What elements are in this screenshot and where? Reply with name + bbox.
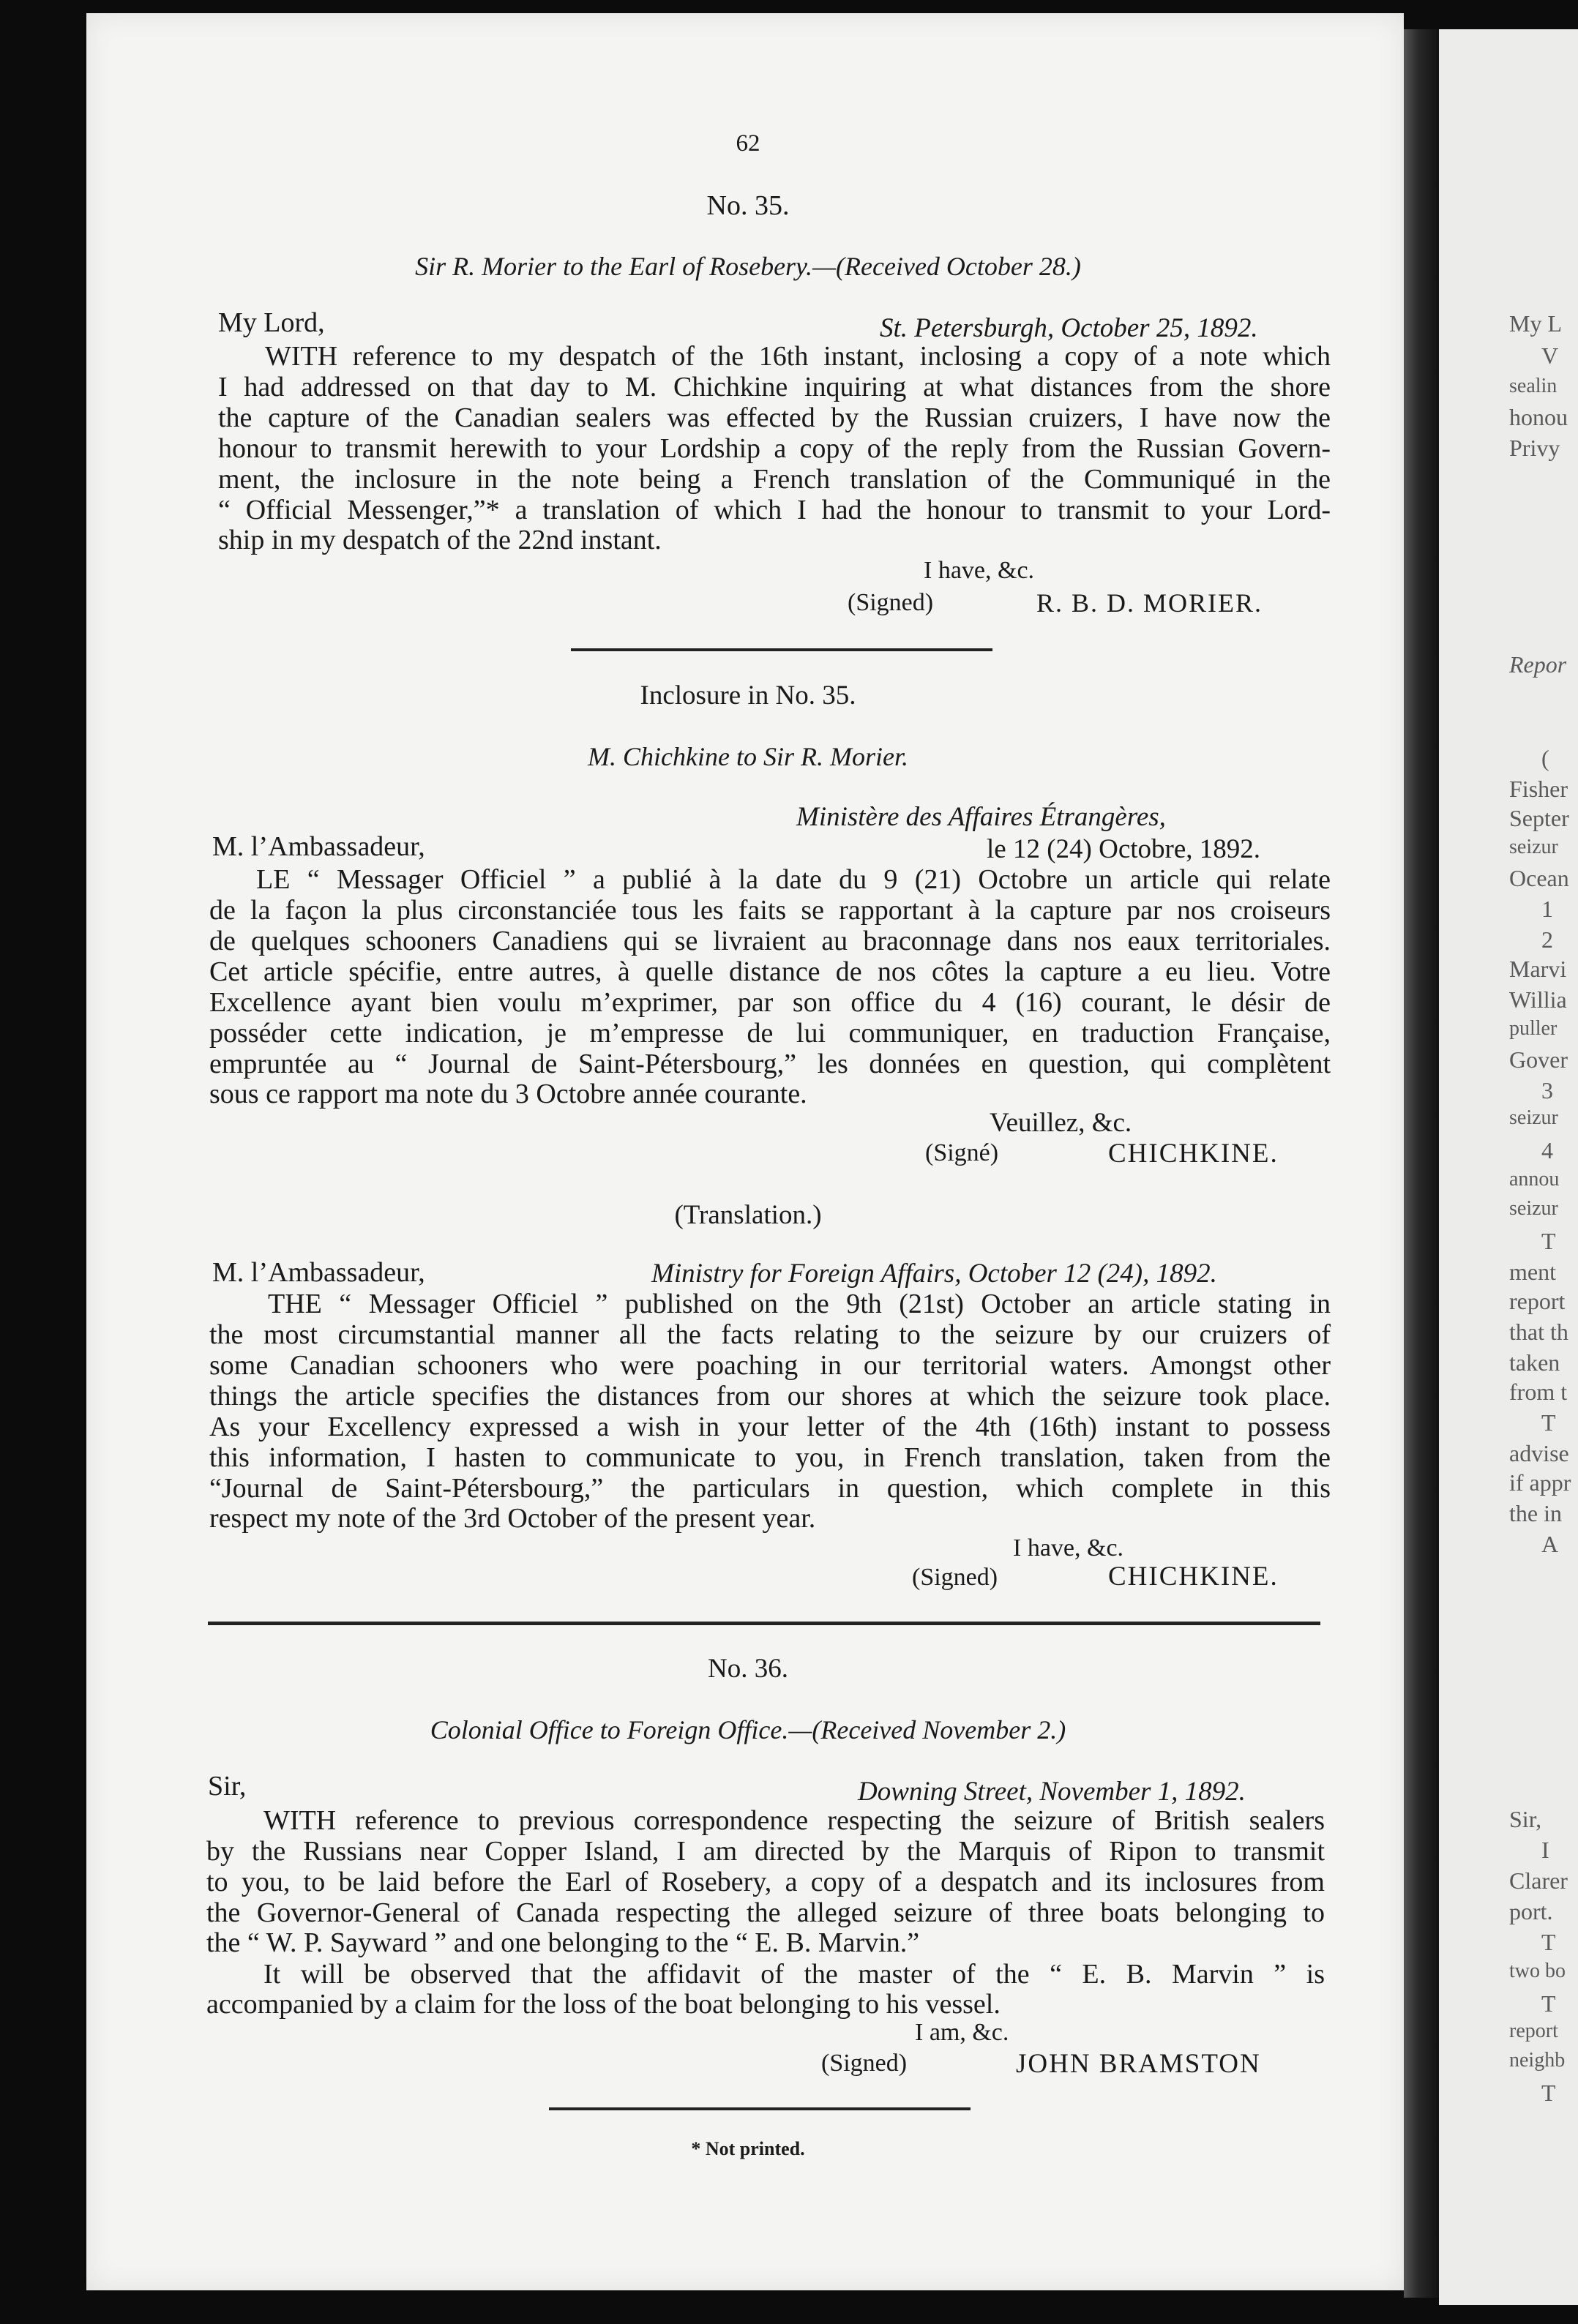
adjacent-text: Privy (1509, 435, 1560, 461)
adjacent-text: report (1509, 1288, 1566, 1314)
inclosure-ministry: Ministère des Affaires Étrangères, (796, 802, 1166, 832)
adjacent-text: seizur (1509, 1106, 1558, 1129)
adjacent-text: honou (1509, 404, 1568, 430)
adjacent-text: that th (1509, 1319, 1568, 1345)
adjacent-text: two bo (1509, 1960, 1566, 1982)
adjacent-text: Septer (1509, 805, 1569, 831)
adjacent-text: 4 (1541, 1137, 1553, 1163)
adjacent-text: annou (1509, 1168, 1560, 1191)
doc-36-heading: Colonial Office to Foreign Office.—(Received November 2.) (430, 1715, 1066, 1744)
adjacent-text: Sir, (1509, 1806, 1542, 1832)
body-line: “ Official Messenger,”* a translation of which I had the honour to transmit to your Lord- (218, 495, 1331, 525)
adjacent-text: Ocean (1509, 865, 1569, 891)
doc-35-heading: Sir R. Morier to the Earl of Rosebery.—(Received October 28.) (415, 252, 1081, 281)
body-line: Excellence ayant bien voulu m’exprimer, par son office du 4 (16) courant, le désir de (209, 987, 1331, 1018)
adjacent-text: advise (1509, 1440, 1569, 1466)
body-line: de quelques schooners Canadiens qui se livraient au braconnage dans nos eaux territoriales. (209, 926, 1331, 956)
body-line: empruntée au “ Journal de Saint-Pétersbourg,” les données en question, qui complètent (209, 1049, 1331, 1079)
doc-35-dateline: St. Petersburgh, October 25, 1892. (880, 313, 1258, 343)
doc-36-signed-label: (Signed) (821, 2050, 908, 2077)
translation-title: (Translation.) (674, 1200, 822, 1230)
doc-35-number: No. 35. (706, 190, 790, 221)
body-line: “Journal de Saint-Pétersbourg,” the particulars in question, which complete in this (209, 1473, 1331, 1504)
body-line: the Governor-General of Canada respecting the alleged seizure of three boats belonging to (206, 1897, 1325, 1928)
adjacent-text: neighb (1509, 2049, 1566, 2072)
inclosure-salutation: M. l’Ambassadeur, (212, 831, 425, 862)
adjacent-text: port. (1509, 1898, 1553, 1924)
body-line: some Canadian schooners who were poaching in our territorial waters. Amongst other (209, 1350, 1331, 1381)
adjacent-page-edge (1439, 29, 1578, 2305)
body-line: to you, to be laid before the Earl of Rosebery, a copy of a despatch and its inclosures from (206, 1867, 1325, 1897)
body-line: WITH reference to my despatch of the 16th instant, inclosing a copy of a note which (265, 341, 1331, 372)
translation-salutation: M. l’Ambassadeur, (212, 1257, 425, 1288)
adjacent-text: T (1541, 1929, 1556, 1955)
doc-36-signature: JOHN BRAMSTON (1016, 2049, 1261, 2079)
translation-signed-label: (Signed) (912, 1564, 998, 1591)
body-line: this information, I hasten to communicate to you, in French translation, taken from the (209, 1442, 1331, 1473)
doc-36-number: No. 36. (708, 1654, 788, 1684)
body-line: the most circumstantial manner all the facts relating to the seizure by our cruizers of (209, 1319, 1331, 1350)
inclosure-signature: CHICHKINE. (1108, 1139, 1279, 1169)
adjacent-text: My L (1509, 310, 1562, 337)
adjacent-text: from t (1509, 1379, 1568, 1405)
body-line: honour to transmit herewith to your Lordship a copy of the reply from the Russian Govern- (218, 433, 1331, 464)
doc-35-closing: I have, &c. (924, 557, 1035, 584)
footnote: * Not printed. (691, 2138, 805, 2159)
page-number: 62 (736, 130, 760, 157)
body-line: by the Russians near Copper Island, I am directed by the Marquis of Ripon to transmit (206, 1836, 1325, 1867)
adjacent-text: ment (1509, 1259, 1556, 1285)
adjacent-text: T (1541, 2080, 1556, 2106)
body-line: the “ W. P. Sayward ” and one belonging to the “ E. B. Marvin.” (206, 1927, 920, 1958)
adjacent-text: I (1541, 1837, 1549, 1863)
inclosure-closing: Veuillez, &c. (990, 1108, 1132, 1138)
body-line: WITH reference to previous correspondence respecting the seizure of British sealers (263, 1805, 1325, 1836)
body-line: the capture of the Canadian sealers was effected by the Russian cruizers, I have now the (218, 402, 1331, 433)
body-line: It will be observed that the affidavit of the master of the “ E. B. Marvin ” is (263, 1959, 1325, 1990)
section-divider (549, 2107, 971, 2110)
translation-signature: CHICHKINE. (1108, 1562, 1279, 1592)
adjacent-text: T (1541, 1228, 1556, 1254)
adjacent-text: Clarer (1509, 1867, 1568, 1894)
body-line: As your Excellency expressed a wish in your letter of the 4th (16th) instant to possess (209, 1412, 1331, 1442)
adjacent-text: sealin (1509, 375, 1558, 397)
inclosure-signed-label: (Signé) (925, 1139, 999, 1166)
body-line: ship in my despatch of the 22nd instant. (218, 525, 662, 555)
adjacent-text: Willia (1509, 986, 1567, 1013)
adjacent-text: taken (1509, 1349, 1560, 1376)
doc-35-salutation: My Lord, (218, 307, 325, 338)
translation-dateline: Ministry for Foreign Affairs, October 12 (24), 1892. (651, 1259, 1217, 1289)
doc-35-signature: R. B. D. MORIER. (1036, 588, 1263, 618)
adjacent-text: Repor (1509, 651, 1567, 678)
doc-36-dateline: Downing Street, November 1, 1892. (858, 1777, 1246, 1807)
book-gutter (1404, 29, 1439, 2298)
adjacent-text: 3 (1541, 1077, 1553, 1103)
adjacent-text: seizur (1509, 836, 1558, 858)
adjacent-text: seizur (1509, 1197, 1558, 1220)
body-line: respect my note of the 3rd October of the present year. (209, 1503, 816, 1534)
doc-36-closing: I am, &c. (915, 2019, 1009, 2046)
body-line: LE “ Messager Officiel ” a publié à la date du 9 (21) Octobre un article qui relate (256, 864, 1331, 895)
adjacent-text: A (1541, 1531, 1559, 1557)
body-line: Cet article spécifie, entre autres, à quelle distance de nos côtes la capture a eu lieu. Votre (209, 956, 1331, 987)
adjacent-text: the in (1509, 1500, 1562, 1526)
body-line: de la façon la plus circonstanciée tous les faits se rapportant à la capture par nos croiseurs (209, 895, 1331, 926)
section-divider (571, 648, 992, 651)
adjacent-text: Gover (1509, 1046, 1568, 1073)
body-line: THE “ Messager Officiel ” published on the 9th (21st) October an article stating in (268, 1289, 1331, 1319)
body-line: accompanied by a claim for the loss of the boat belonging to his vessel. (206, 1989, 1001, 2020)
adjacent-text: T (1541, 1990, 1556, 2017)
body-line: I had addressed on that day to M. Chichkine inquiring at what distances from the shore (218, 372, 1331, 402)
adjacent-text: Marvi (1509, 956, 1567, 982)
adjacent-text: puller (1509, 1017, 1558, 1040)
body-line: sous ce rapport ma note du 3 Octobre année courante. (209, 1079, 807, 1109)
adjacent-text: Fisher (1509, 776, 1568, 802)
translation-closing: I have, &c. (1013, 1534, 1124, 1562)
inclosure-title: Inclosure in No. 35. (640, 681, 856, 711)
body-line: things the article specifies the distances from our shores at which the seizure took place. (209, 1381, 1331, 1412)
body-line: ment, the inclosure in the note being a French translation of the Communiqué in the (218, 464, 1331, 495)
inclosure-date: le 12 (24) Octobre, 1892. (987, 834, 1261, 864)
body-line: posséder cette indication, je m’empresse de lui communiquer, en traduction Française, (209, 1018, 1331, 1049)
adjacent-text: 1 (1541, 896, 1553, 922)
doc-35-signed-label: (Signed) (848, 589, 934, 616)
adjacent-text: report (1509, 2020, 1558, 2042)
adjacent-text: 2 (1541, 926, 1553, 953)
adjacent-text: T (1541, 1409, 1556, 1436)
adjacent-text: if appr (1509, 1469, 1571, 1496)
adjacent-text: V (1541, 342, 1559, 369)
adjacent-text: ( (1541, 745, 1549, 771)
doc-36-salutation: Sir, (208, 1771, 247, 1802)
document-divider (208, 1622, 1320, 1625)
inclosure-heading: M. Chichkine to Sir R. Morier. (588, 742, 908, 771)
